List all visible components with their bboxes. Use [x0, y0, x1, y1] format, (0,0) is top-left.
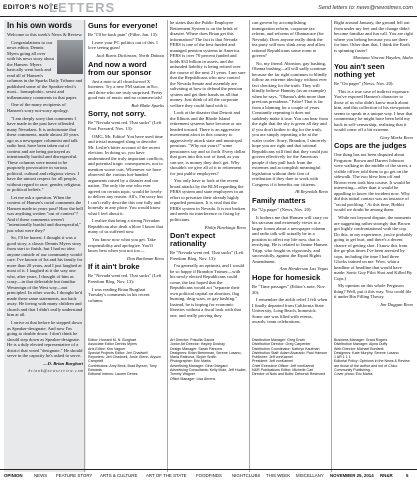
letter-paragraph: Leave your PC politics out of this. I love seeing guns!: [88, 39, 158, 51]
letter-signature: Ann Henderson Las Vegas: [279, 266, 328, 272]
letter-paragraph: Re "Nevada went red. That sucks" (Left Freedom Blog, Nov. 13):: [88, 273, 162, 284]
letter-paragraph: You only have to look at the recent broad attacks by the BLM regarding the PERS system and state employees in an effort to privatize their already highly regarded pensions. It is vital that the PERS system in Nevada. It is not broken and needs no interference or fixing by politicians.: [170, 178, 246, 222]
footer-nav-arts[interactable]: ARTS & CULTURE: [100, 473, 138, 478]
letter-paragraph: This is a true case of indirect exposure. You've exposed Hansen's character to those of us who didn't know much about him, and this collection of his viewpoints seems to speak in a unique way. I hear that commentary he might have been held my back in self-censorship, realizing that it would come off a bit extreme.: [334, 88, 413, 133]
column-rule: [249, 20, 250, 472]
staff-line: Designers: Brian Breneman, Serene Lusano, Maria Ratinova, Skyler Smith: [170, 350, 242, 360]
page-header: [0, 0, 417, 17]
letter-paragraph: I was reading Brian Burghart Tuesday's comments in his recent column,: [88, 286, 150, 303]
staff-box-3: [252, 338, 328, 377]
letter-signature: Gary Marks Reno: [380, 134, 413, 140]
staff-line: Web Director: Michael Bonfanti: [334, 346, 384, 351]
staff-line: Business Manager: Grant Rogers: [334, 338, 388, 342]
staff-line: Associate Editor Dennis Myers: [88, 342, 137, 347]
letter-paragraph: Re "Nevada went red. That sucks" (Left Freedom Blog, Nov. 13):: [170, 250, 244, 261]
staff-box-2: [170, 338, 248, 381]
footer-nav-opinion[interactable]: OPINION: [4, 473, 23, 478]
section-title-letters: LETTERS: [49, 0, 116, 15]
staff-line: Editorial Policy: Opinions in the News & Review are those of the author and not of Chico Community Publishing.: [334, 359, 410, 373]
staff-line: Designers: Kate Murphy, Serene Lusano: [334, 350, 399, 355]
letter-headline: Family matters: [252, 196, 306, 206]
letter-headline: You ain't seen nothing yet: [334, 61, 385, 79]
letter-paragraph: One thing has not been disputed about Ferguson: Brown and Darren Johnson were walking in the middle of the street, a visible officer told them to go get on the sidewalk. The two blew him off and Brown even took him course. It would be interesting—other than it would be appalling to know the incident now. Why did this initial contact was an instance of "racial profiling." At this time, Hobbit would we doubt be among them.: [334, 152, 412, 213]
letter-headline: Don't expect rationality: [170, 231, 216, 249]
staff-line: N&R Publications Editor: Michelle Carl: [252, 368, 314, 373]
letter-signature: JB Reynolds Reno: [294, 189, 328, 195]
letter-paragraph: I realize that being a strong Nevadan Republican also dealt a blow I know that many of us suffered now.: [88, 218, 164, 235]
page-number: 5: [406, 473, 409, 478]
letter-paragraph: Re "Time passages" (Editor's note, Nov. 20):: [252, 284, 326, 295]
staff-box-4: [334, 338, 413, 377]
staff-line: Cover photo: Eric Marks: [334, 372, 373, 377]
letter-signature: Jim Duggan Reno: [379, 302, 413, 307]
letter-paragraph: No, my friend. Abortion, gay bashing, Obama bashing—all will sadly continue because the far right continues to blindly follow an extreme ideology without ever fact checking for the truth. They will blindly believe Hannity (as an example) when he says, "Obama's debt more than previous presidents." False! That is far from a blaming for a couple of years. Constantly repeating it does not suddenly make it true. You can hear from the right that the sky is green all day and if you don't bother to dig for the truth, you are simply repeating a lie at the water cooler. Sorry, Brandon, I sincerely hope you are right and that rational Republicans will find that they could just govern effectively for the American people if they pull back from the extremes and accomplish meaningful legislation without their fear of retribution if they dare to work with Congress if it benefits our citizens.: [252, 60, 328, 187]
staff-line: 1 AR 1 1 1: [334, 355, 351, 360]
staff-line: Design Manager: Sarah Parsons: [170, 346, 223, 351]
footer-nav-news[interactable]: NEWS: [34, 473, 48, 478]
staff-line: Office Manager: Lisa Ahrens: [170, 376, 216, 381]
letter-headline: If it ain't broke: [88, 262, 140, 272]
editors-note-paragraph: Let me ask a question. When the context of Hansen's racial comments the Hansen made in years past? How the hell was anything written "out of context"? And if these comments weren't "intentionally hurtful and disrespectful," just what were they?: [7, 194, 83, 233]
letter-signature: Jack Burns Dickinson, North Dakota: [95, 52, 164, 58]
letter-paragraph: My opinion on this whole Ferguson thing? Well, put it this way. You could file it under Bin Filling Theory.: [334, 283, 412, 300]
staff-line: Special Projects Editor: Jeri Chadwell: [88, 350, 148, 355]
staff-line: Distribution Manager: Alyna Duffy: [334, 342, 388, 347]
staff-line: Photographer: Eric Marks: [170, 359, 211, 364]
letter-paragraph: Re "Up pager" (News, Nov. 20):: [252, 207, 312, 213]
letter-paragraph: Re "Nevada went red. That sucks" (Left Foot Forward, Nov. 13):: [88, 120, 162, 131]
letters-column-3: [252, 20, 328, 327]
letter-paragraph: OMG, Mr. Editor! You have used time and trivial managed slang to describe Mr. Leslie's bitter account of the recent election. In doing so, you have undermined the truly important conflicts, and potential tragic consequences, not to mention worse cuts, Whenever we have observed the various hot-handed arguments raised by a disaster and our nation. The only the one who ever agreed on certain topic, would be lovely to deliver any reason. All's. I'm sorry but I can't really describe this one fully and honestly in any place. You would know what I feel about it.: [88, 133, 164, 216]
editors-note-column: [4, 20, 86, 472]
letter-headline: Sorry, not sorry.: [88, 109, 146, 119]
letter-paragraph: I'm generally an optimist, and I would be so happy if Brandon Trumer—with his newly elected Republicans could come, the last hoped that the Republicans would act "separate their own political capital on abortion, flag burning, drug wars, or gay bashing." Instead, he is hoping for economic liberties without a fiscal look with that one, and really proving they: [170, 263, 245, 318]
column-rule: [167, 20, 168, 472]
staff-line: Advertising Manager: Gina Odegard: [170, 363, 228, 368]
column-rule: [331, 20, 332, 472]
staff-line: Distribution Director: Greg Carpenter: [252, 342, 311, 347]
editors-note-paragraph: One of the many recipients of Hansen's sorry not-sorry apology.: [7, 102, 69, 113]
letter-paragraph: Re "On pager" (News, Nov. 20):: [334, 80, 394, 86]
letter-headline: Cops are the judges: [334, 141, 407, 151]
footer-nav-miscellany[interactable]: MISCELLANY: [296, 473, 324, 478]
editors-note-paragraph: Congratulations to our news editor, Dennis Myers going all over with his news story about the Hansen. Myers basically went back and read all of Hansen's columns in the Sparks Daily Tribune and published some of the Speaker-elect's most... homophobic, sexist and inflammatory comments in that paper.: [7, 39, 83, 100]
staff-line: Distribution Manager: Greg Erwin: [252, 338, 306, 342]
staff-line: Advertising Consultants: Kelly Mole, Jeff Hudler, Tommy Wagner: [170, 368, 247, 377]
page-footer: [0, 469, 417, 481]
staff-line: Editor: Howard M. N. Burghart: [88, 338, 137, 342]
column-rule: [84, 20, 85, 472]
footer-nav-feature[interactable]: FEATURE STORY: [56, 473, 93, 478]
staff-line: Junior Art Director: Hayley Doshay: [170, 342, 225, 347]
editor-email: b r i a n b @ n e w s r e v i e w . c o m: [28, 368, 83, 373]
letter-signature: Don Bachman Reno: [127, 255, 164, 261]
letter-paragraph: Just a note to all churchwood X listeners: Try a new FM station in 8cc, and those who are truly surprised. Pretty good mix of music and no commercials!: [88, 78, 163, 101]
letter-headline: And now a word from our sponsor: [88, 59, 152, 77]
letter-signature: Bob Blake Sparks: [131, 102, 164, 108]
staff-line: Art Director: Priscilla Garcia: [170, 338, 215, 342]
editor-photo: [57, 40, 83, 74]
letters-column-2: [170, 20, 246, 321]
letter-headline: Hope for homesick: [252, 273, 321, 283]
letter-paragraph: Look at the disaster that Detroit and the Illinois and the Rhode Island retirement systems have become or are headed toward. There is an aggressive movement afoot in this country to aggressively attack state and municipal pensions. "Why not yours?" some pensioners say and so forth. Every dollar that goes into this sort of fund, as you can see, is money they don't get. Why shouldn't we give all of it to retirement for just public employees?: [170, 110, 246, 176]
staff-line: Director of Nuts and Bolts: Deborah Redmond: [252, 372, 326, 377]
footer-nav-foodfinds[interactable]: FOODFINDS: [196, 473, 222, 478]
staff-line: Distribution Staff: Adam Alvarado, Paul Hanson: [252, 350, 328, 355]
footer-date: NOVEMBER 25, 2014: [330, 473, 374, 478]
staff-line: Chief Executive Officer: Jeff vonKaenel: [252, 363, 315, 368]
footer-brand: RN&R: [380, 473, 393, 478]
letters-column-4: [334, 20, 413, 310]
letter-paragraph: Re "I'll be back pain" (Filler, Jan. 13):: [88, 32, 158, 37]
letter-signature: Philip Hawkings Reno: [204, 224, 246, 230]
section-label-editors-note: EDITOR'S NOTE: [3, 4, 59, 11]
letter-paragraph: It bothers me that Hansen will carry on his sarcasm and extremely views to a larger forum about a newspaper column and radio talk will actually be in a position to affect my life now, that is terrifying. He is related to Janine Hansen Tripp, who fought us vigorously, and successfully, against the Equal Rights Amendment.: [252, 214, 328, 264]
letters-column-1: [88, 20, 164, 305]
letter-headline: Guns for everyone!: [88, 21, 158, 30]
letter-paragraph: he states that the Public Employee Retirement System is on the brink of disaster. Where does Brian get this information? The fact is that Nevada PERS is one of the best funded and managed pension systems in America. PERS is over 70 percent funded and holds $33 billion in assets, and the unfunded liability is being retired over the course of the next 21 years. I am sure that the Republicans who now control the Nevada Senate and assembly are salivating at how to defund the pension system and get their hands on all that money. Just think of all the corporate welfare they could fund with it.: [170, 20, 246, 108]
staff-line: Contributors: Amy Beck, Brad Bynum, Tony Edwards: [88, 363, 157, 373]
footer-nav-nightclubs[interactable]: NIGHTCLUBS: [232, 473, 261, 478]
staff-box-1: [88, 338, 164, 377]
editors-note-paragraph: "I am deeply sorry that comments I have made in the past have offended many Nevadans. It is unfortunate that these comments, made almost 20 years ago as a newspaper columnist and talk radio host, have been taken out of context and are being portrayed as intentionally hurtful and disrespectful. These columns were meant to be purposely provocative in various political, cultural and religious views. I have the utmost respect for all people, without regard to race, gender, religious or political beliefs.": [7, 115, 81, 193]
letter-paragraph: While not beyond dispute, the moments are suggesting rather strongly that Brown got highly confrontational with the cop. Do this, in my experience, you're probably going to get hurt, and there's a decent chance of getting shot. I know this from the go-plus times I've been arrested by cops, including the time I had three Glocks trained on me. Wow, what a headline of headline that would have made: Sonic Guy Pilot Shot and Killed By Cops.): [334, 215, 413, 281]
editors-note-paragraph: So, I'll be honest. I thought it was a good story, a classic Dennis Myers story from start to finish, but I had no idea anyone outside of our community would care. I've known of Ira and his family for more than 20 years, and I just laughed at most of it. I laughed at it the way one who, after years, I thought of him as crazy—in that delectable but familiar Westeoign of the West way—not principled. In other words, I thought he'd made these same statements, not back away. He loving with many children and church and that I didn't really understand him at all.: [7, 235, 83, 318]
letter-paragraph: You know now what you get. Take responsibility and apologize. You'll know best when you not too—: [88, 237, 156, 253]
staff-line: Publisher: Jeff vonKaenel: [252, 355, 293, 360]
staff-line: Distribution Coordinator: Kathryn Kaufman: [252, 346, 320, 351]
staff-line: Reporters: Jeri Chadwell, Josie Glenn, Alyson Campbell: [88, 355, 161, 364]
footer-nav-this-week[interactable]: THIS WEEK: [266, 473, 291, 478]
letter-paragraph: I remember the airlift relief I felt when I finally departed from California State University, Long Beach, homesick. Some one was filled with events, awards, team celebrations.: [252, 297, 328, 325]
editors-note-title: In his own words: [7, 21, 72, 30]
letter-paragraph: Right around January, the ground fell out from under my feet and the change didn't become familiar and fun call. You are right where you belong because you are there for him. Other than that, I think the Earth is spinning faster!: [334, 20, 413, 53]
editors-note-paragraph: I arrive at that before he stepped down as Speaker-designate. And now I'm going to double down. I don't think he should step down as Speaker-designate. He is a duly elected representative of a district that voted "designate." He should serve in the capacity he's asked to serve.: [7, 320, 83, 359]
staff-line: President: Jeff vonKaenel: [252, 359, 293, 364]
editor-signature: —D. Brian Burghart: [43, 360, 83, 366]
staff-line: Editorial Interns: Lauren Denes: [88, 372, 138, 377]
staff-line: Arts Editor: Kris Vagner: [88, 346, 126, 351]
footer-nav-art-of-state[interactable]: ART OF THE STATE: [146, 473, 187, 478]
letter-paragraph: can govern by accomplishing immigration reform, corporate tax reform, and reforms of Obamacare (for Nevada). Does anyone really think the tea party will now slink away and allow rational Republicans some room to govern?: [252, 20, 326, 58]
send-letters-line: Send letters to: news@newstimes.com: [318, 5, 413, 11]
letter-signature: Montana Vincent Hayden, Idaho: [353, 55, 413, 61]
editors-note-paragraph: Welcome to this week's News & Review.: [7, 32, 83, 37]
